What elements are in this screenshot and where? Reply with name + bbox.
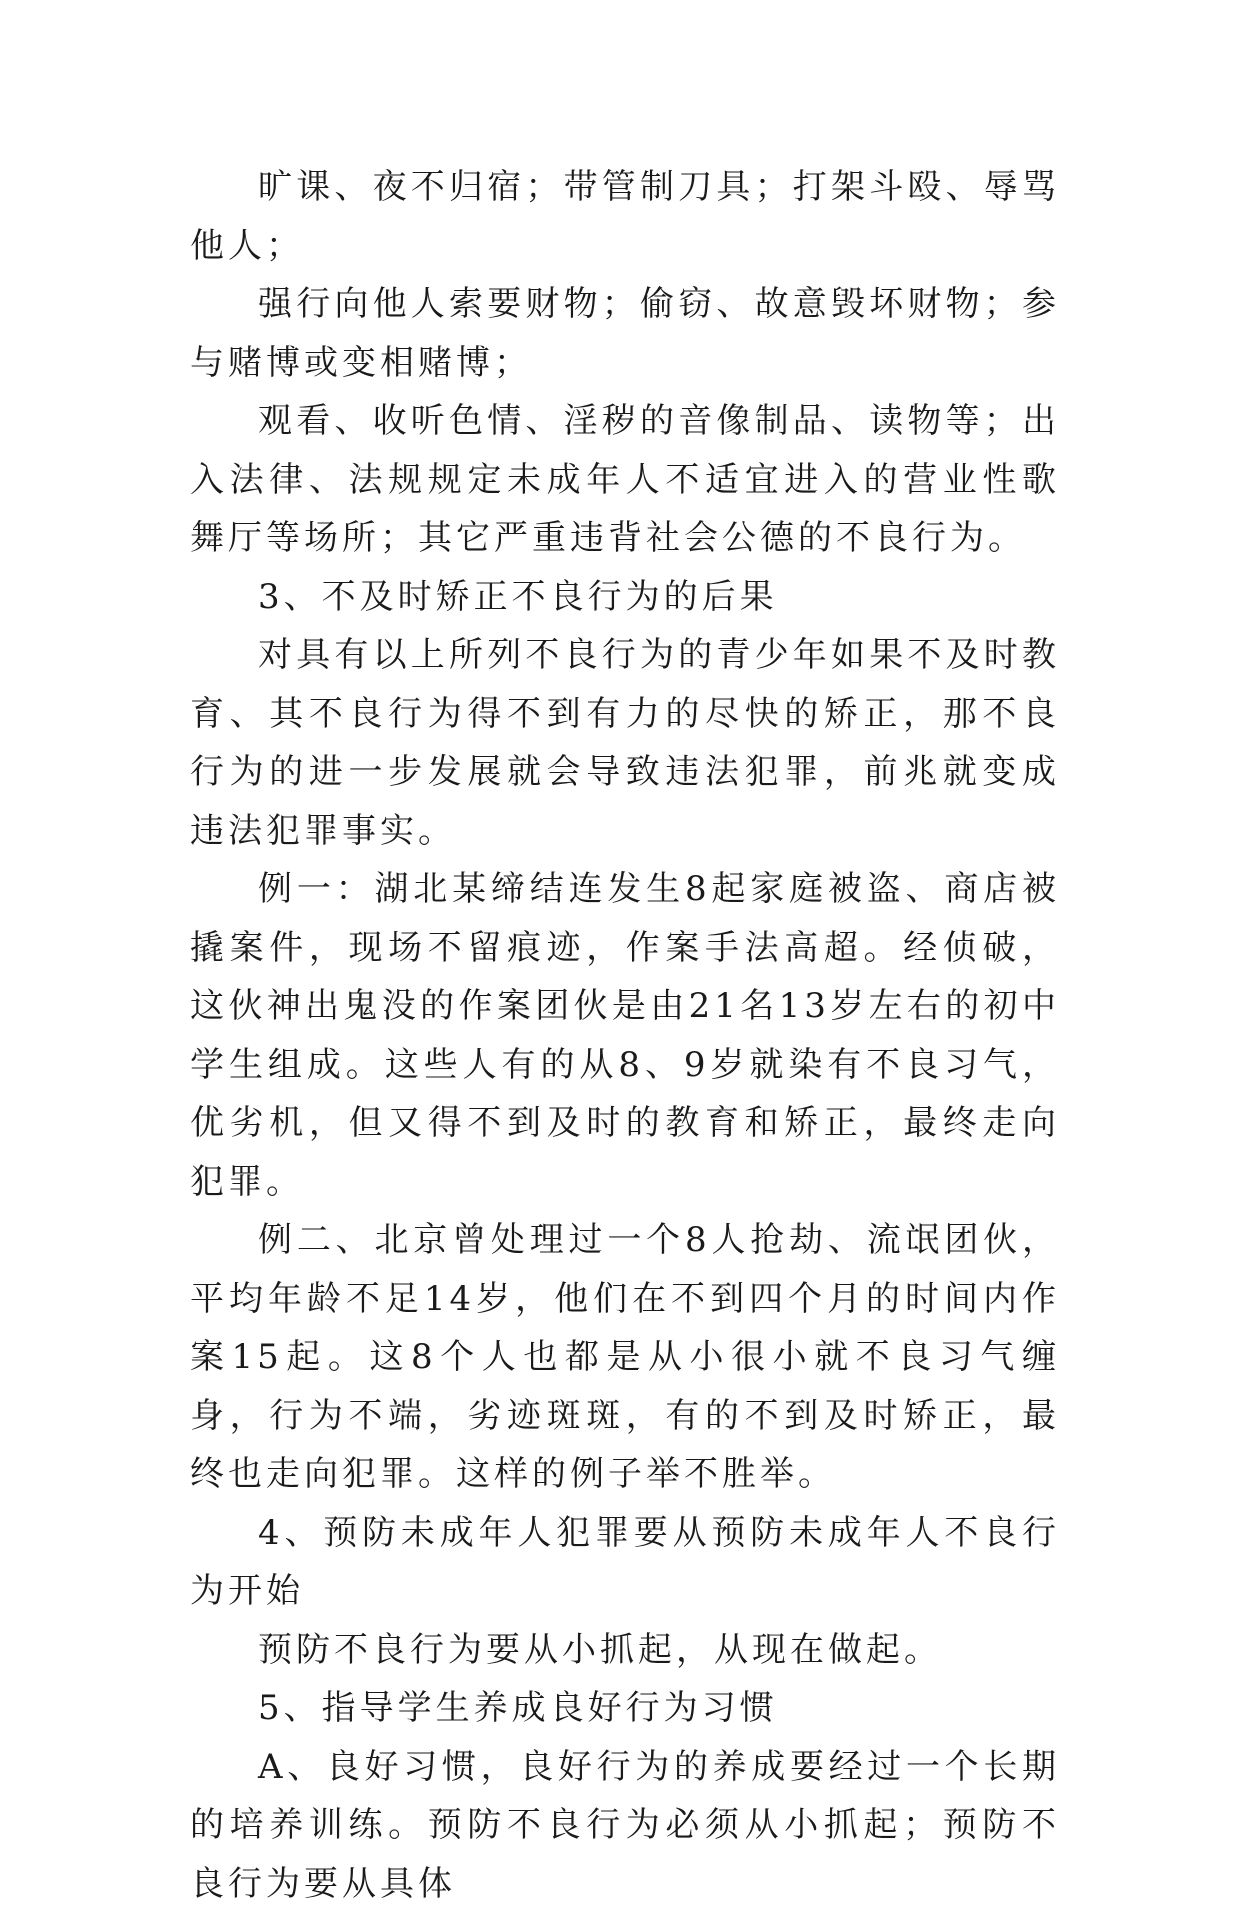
section-heading: 5、指导学生养成良好行为习惯	[190, 1679, 1060, 1738]
document-body	[190, 158, 1060, 1913]
section-heading: 4、预防未成年人犯罪要从预防未成年人不良行为开始	[190, 1504, 1060, 1621]
paragraph: 旷课、夜不归宿；带管制刀具；打架斗殴、辱骂他人；	[190, 158, 1060, 275]
example-paragraph: 例一：湖北某缔结连发生8起家庭被盗、商店被撬案件，现场不留痕迹，作案手法高超。经侦破，这伙神出鬼没的作案团伙是由21名13岁左右的初中学生组成。这些人有的从8、9岁就染有不良习气，优劣机，但又得不到及时的教育和矫正，最终走向犯罪。	[190, 860, 1060, 1211]
paragraph: 预防不良行为要从小抓起，从现在做起。	[190, 1621, 1060, 1680]
section-heading: 3、不及时矫正不良行为的后果	[190, 568, 1060, 627]
paragraph: A、良好习惯，良好行为的养成要经过一个长期的培养训练。预防不良行为必须从小抓起；预防不良行为要从具体	[190, 1738, 1060, 1913]
example-paragraph: 例二、北京曾处理过一个8人抢劫、流氓团伙，平均年龄不足14岁，他们在不到四个月的时间内作案15起。这8个人也都是从小很小就不良习气缠身，行为不端，劣迹斑斑，有的不到及时矫正，最终也走向犯罪。这样的例子举不胜举。	[190, 1211, 1060, 1504]
paragraph: 观看、收听色情、淫秽的音像制品、读物等；出入法律、法规规定未成年人不适宜进入的营业性歌舞厅等场所；其它严重违背社会公德的不良行为。	[190, 392, 1060, 568]
paragraph: 对具有以上所列不良行为的青少年如果不及时教育、其不良行为得不到有力的尽快的矫正，那不良行为的进一步发展就会导致违法犯罪，前兆就变成违法犯罪事实。	[190, 626, 1060, 860]
paragraph: 强行向他人索要财物；偷窃、故意毁坏财物；参与赌博或变相赌博；	[190, 275, 1060, 392]
